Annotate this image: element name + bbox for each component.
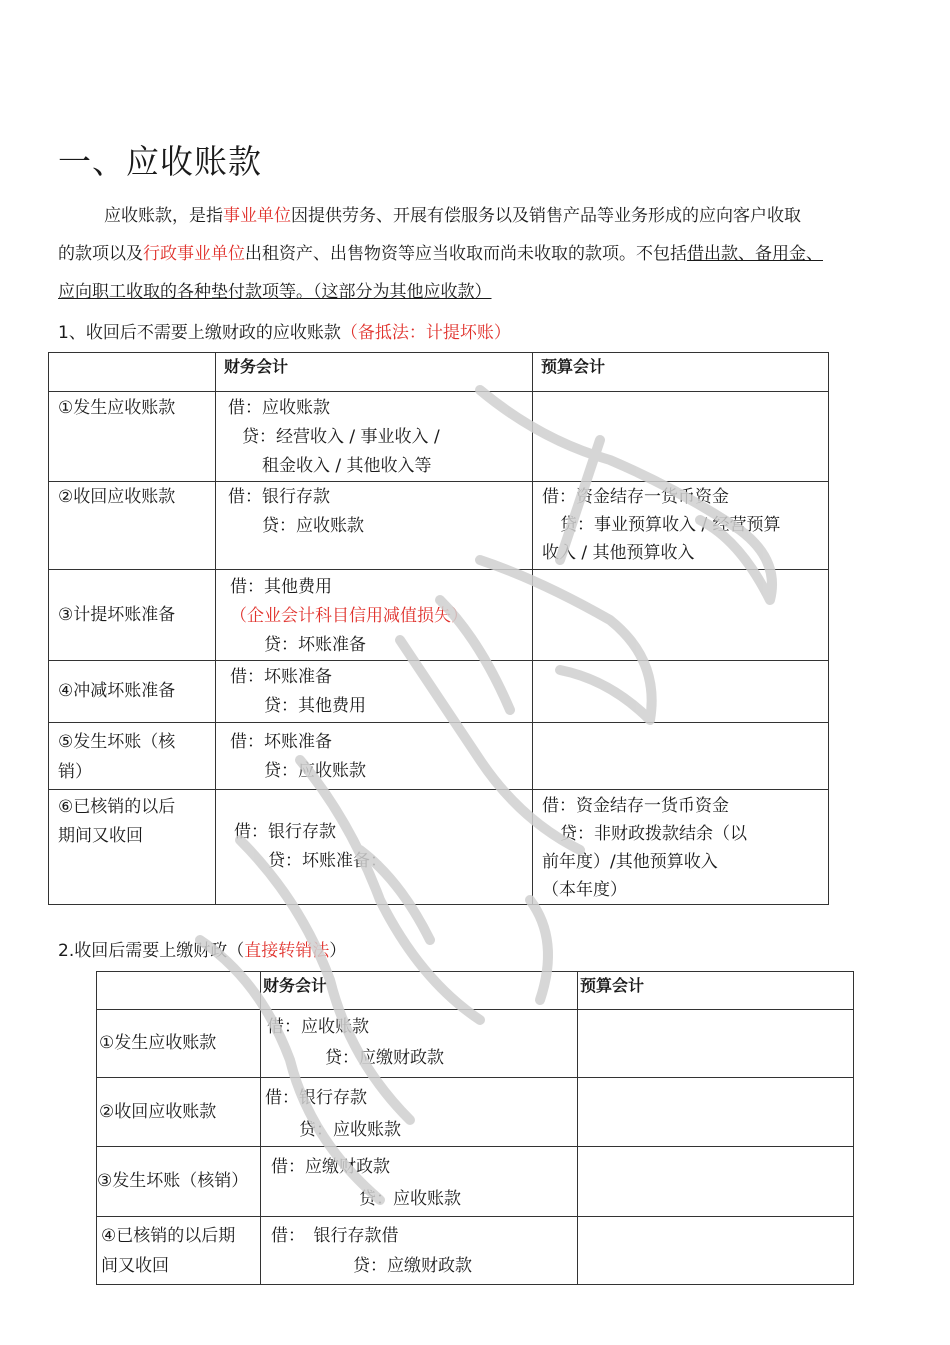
subheading-note: （备抵法：计提坏账） [340, 323, 511, 343]
intro-line-2 [58, 244, 908, 264]
financial-entry: 借：应缴财政款 贷：应收账款 [261, 1147, 578, 1217]
header-empty [97, 972, 261, 1010]
row-label: ①发生应收账款 [49, 392, 216, 482]
header-empty [49, 353, 216, 392]
intro-text: 因提供劳务、开展有偿服务以及销售产品等业务形成的应向客户收取 [291, 206, 801, 226]
table-row [49, 790, 829, 905]
budget-entry [533, 570, 829, 661]
table-row [49, 723, 829, 790]
financial-entry: 借：银行存款 贷：应收账款 [216, 482, 533, 570]
financial-entry: 借：应收账款 贷：经营收入 / 事业收入 / 租金收入 / 其他收入等 [216, 392, 533, 482]
budget-entry: 借：资金结存一货币资金 贷：非财政拨款结余（以 前年度）/其他预算收入 （本年度） [533, 790, 829, 905]
intro-text: 应收账款，是指 [104, 206, 223, 226]
journal-table-1 [48, 352, 829, 905]
financial-entry: 借：坏账准备 贷：其他费用 [216, 661, 533, 723]
subheading-text: 1、收回后不需要上缴财政的应收账款 [58, 323, 341, 343]
intro-highlight: 行政事业单位 [143, 244, 245, 264]
subheading-2 [58, 936, 346, 961]
financial-entry: 借：坏账准备 贷：应收账款 [216, 723, 533, 790]
intro-underline: 应向职工收取的各种垫付款项等。（这部分为其他应收款） [58, 282, 492, 302]
intro-underline: 借出款、备用金、 [687, 244, 823, 264]
table-row [97, 1078, 854, 1147]
row-label: ④已核销的以后期 间又收回 [97, 1217, 261, 1285]
table-row [97, 1010, 854, 1078]
header-financial: 财务会计 [261, 972, 578, 1010]
intro-text: 的款项以及 [58, 244, 143, 264]
table-row [97, 1147, 854, 1217]
header-budget: 预算会计 [578, 972, 854, 1010]
row-label: ⑥已核销的以后 期间又收回 [49, 790, 216, 905]
table-header-row [97, 972, 854, 1010]
financial-entry: 借： 银行存款借 贷：应缴财政款 [261, 1217, 578, 1285]
financial-entry: 借：应收账款 贷：应缴财政款 [261, 1010, 578, 1078]
intro-line-3 [58, 282, 908, 302]
budget-entry [578, 1217, 854, 1285]
row-label: ③发生坏账（核销） [97, 1147, 261, 1217]
intro-text: 出租资产、出售物资等应当收取而尚未收取的款项。不包括 [245, 244, 687, 264]
budget-entry [578, 1078, 854, 1147]
subheading-bracket: （ [227, 941, 245, 961]
section-title: 一、应收账款 [58, 142, 262, 181]
row-label: ③计提坏账准备 [49, 570, 216, 661]
table-row [97, 1217, 854, 1285]
financial-entry: 借：银行存款 贷：坏账准备： [216, 790, 533, 905]
subheading-text: 2.收回后需要上缴财政 [58, 941, 228, 961]
row-label: ②收回应收账款 [97, 1078, 261, 1147]
header-budget: 预算会计 [533, 353, 829, 392]
budget-entry [578, 1147, 854, 1217]
budget-entry [578, 1010, 854, 1078]
journal-table-2 [96, 971, 854, 1285]
row-label: ①发生应收账款 [97, 1010, 261, 1078]
budget-entry: 借：资金结存一货币资金 贷：事业预算收入 / 经营预算 收入 / 其他预算收入 [533, 482, 829, 570]
subheading-bracket: ） [329, 941, 347, 961]
row-label: ②收回应收账款 [49, 482, 216, 570]
table-header-row [49, 353, 829, 392]
intro-highlight: 事业单位 [223, 206, 291, 226]
budget-entry [533, 723, 829, 790]
row-label: ④冲减坏账准备 [49, 661, 216, 723]
table-row [49, 482, 829, 570]
budget-entry [533, 661, 829, 723]
intro-line-1 [58, 206, 908, 226]
table-row [49, 661, 829, 723]
table-row [49, 392, 829, 482]
financial-entry: 借：银行存款 贷：应收账款 [261, 1078, 578, 1147]
financial-entry: 借：其他费用 （企业会计科目信用减值损失） 贷：坏账准备 [216, 570, 533, 661]
table-row [49, 570, 829, 661]
enterprise-note: （企业会计科目信用减值损失） [230, 606, 468, 626]
header-financial: 财务会计 [216, 353, 533, 392]
budget-entry [533, 392, 829, 482]
subheading-1 [58, 318, 511, 343]
row-label: ⑤发生坏账（核 销） [49, 723, 216, 790]
subheading-note: 直接转销法 [244, 941, 330, 961]
